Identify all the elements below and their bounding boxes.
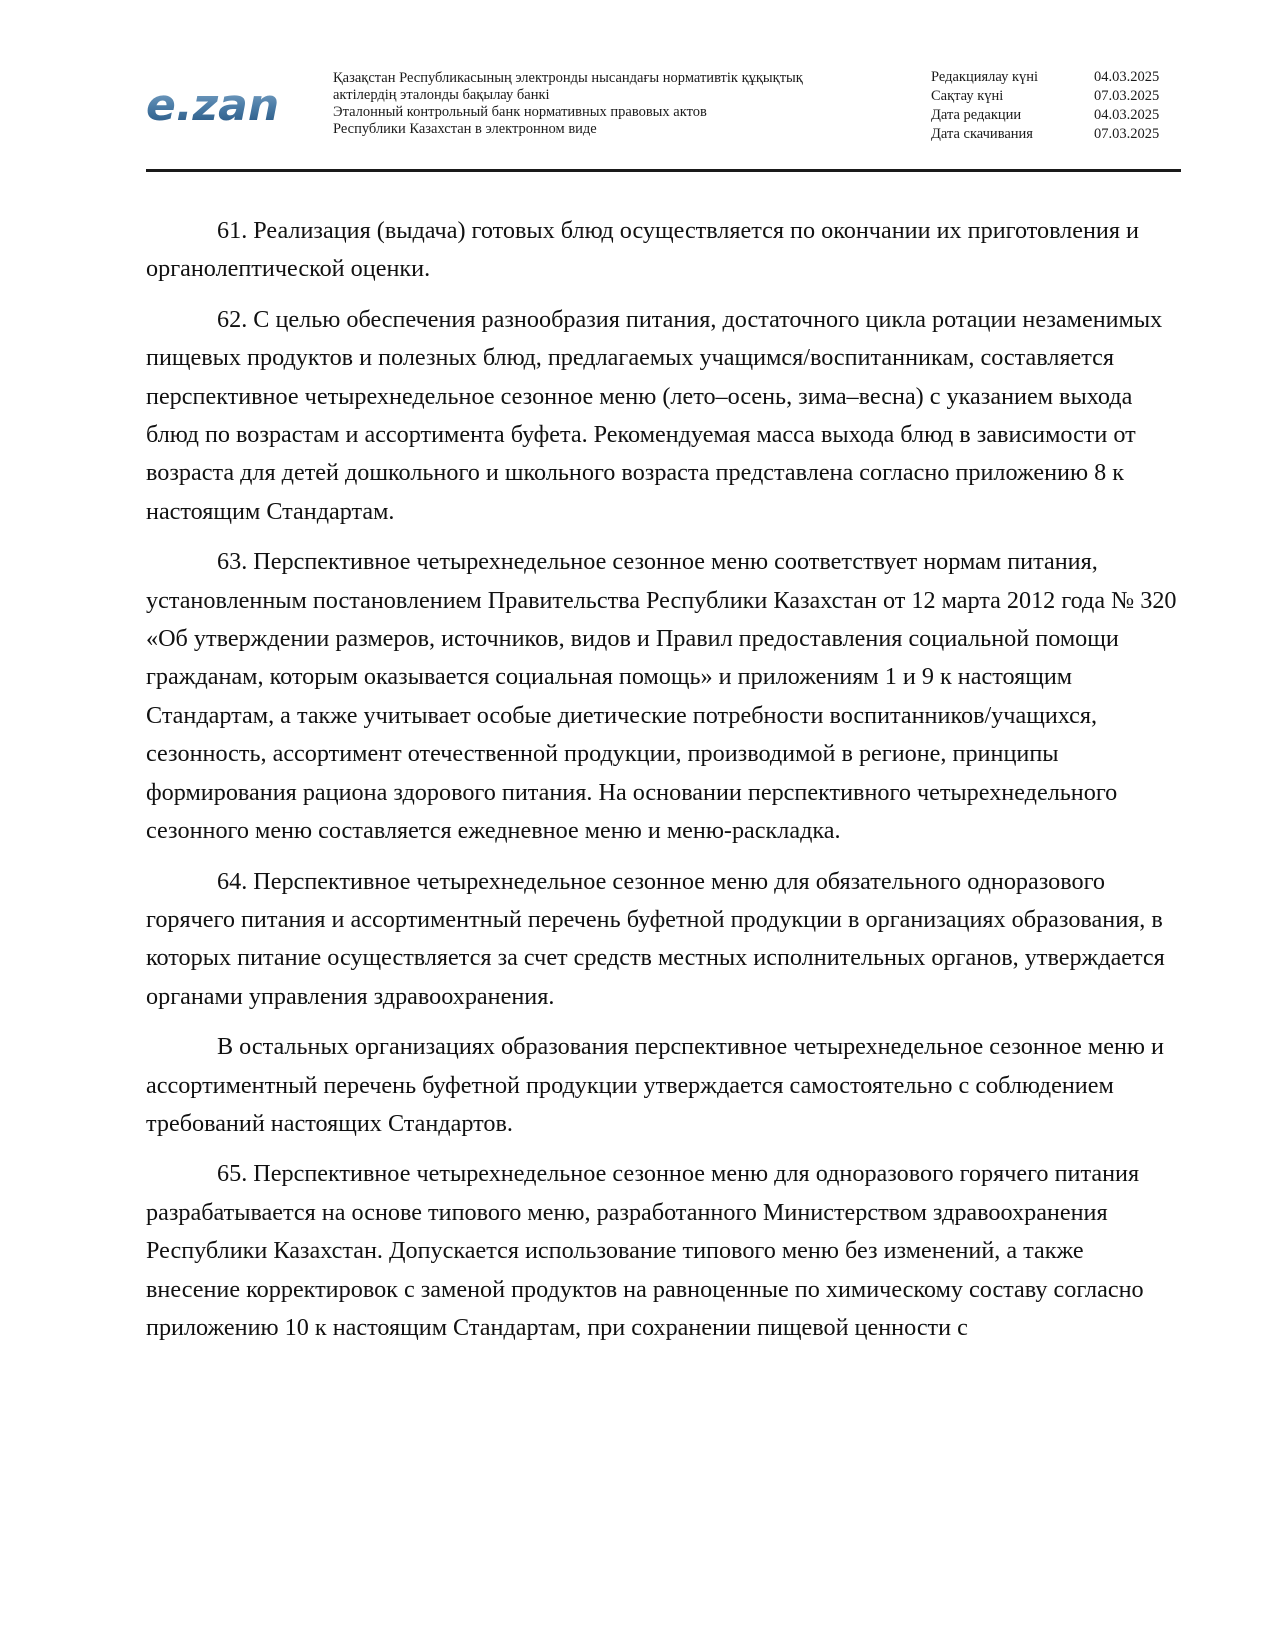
source-line: Эталонный контрольный банк нормативных правовых актов: [333, 104, 707, 120]
meta-label: Дата редакции: [931, 107, 1022, 123]
ezan-logo: [146, 74, 296, 134]
meta-label: Сақтау күні: [931, 88, 1004, 104]
meta-label: Дата скачивания: [931, 126, 1033, 142]
paragraph-64: 64. Перспективное четырехнедельное сезонное меню для обязательного одноразового горячего питания и ассортиментный перечень буфетной продукции в организациях образования, в которых питание осуществляется за счет средств местных исполнительных органов, утверждается органами управления здравоохранения.: [146, 867, 1165, 1010]
meta-value: 04.03.2025: [1094, 69, 1160, 85]
meta-row-save-date-kz: [931, 87, 1181, 106]
document-dates: [931, 68, 1181, 144]
document-header: [146, 62, 1181, 168]
meta-label: Редакциялау күні: [931, 69, 1039, 85]
header-divider: [146, 169, 1181, 172]
meta-value: 07.03.2025: [1094, 126, 1160, 142]
paragraph-65: 65. Перспективное четырехнедельное сезонное меню для одноразового горячего питания разрабатывается на основе типового меню, разработанного Министерством здравоохранения Республики Казахстан. Допускается использование типового меню без изменений, а также внесение корректировок с заменой продуктов на равноценные по химическому составу согласно приложению 10 к настоящим Стандартам, при сохранении пищевой ценности с: [146, 1160, 1144, 1341]
document-body: [146, 212, 1181, 1359]
paragraph-61: 61. Реализация (выдача) готовых блюд осуществляется по окончании их приготовления и органолептической оценки.: [146, 217, 1139, 283]
meta-value: 04.03.2025: [1094, 107, 1160, 123]
paragraph-62: 62. С целью обеспечения разнообразия питания, достаточного цикла ротации незаменимых пищевых продуктов и полезных блюд, предлагаемых учащимся/воспитанникам, составляется перспективное четырехнедельное сезонное меню (лето–осень, зима–весна) с указанием выхода блюд по возрастам и ассортимента буфета. Рекомендуемая масса выхода блюд в зависимости от возраста для детей дошкольного и школьного возраста представлена согласно приложению 8 к настоящим Стандартам.: [146, 305, 1163, 525]
source-line: Қазақстан Республикасының электронды нысандағы нормативтік құқықтық: [333, 70, 803, 86]
meta-row-edit-date-kz: [931, 68, 1181, 87]
meta-value: 07.03.2025: [1094, 88, 1160, 104]
source-line: Республики Казахстан в электронном виде: [333, 121, 597, 137]
paragraph-64-continued: В остальных организациях образования перспективное четырехнедельное сезонное меню и ассортиментный перечень буфетной продукции утверждается самостоятельно с соблюдением требований настоящих Стандартов.: [146, 1033, 1164, 1137]
source-description: [333, 70, 893, 138]
source-line: актілердің эталонды бақылау банкі: [333, 87, 550, 103]
logo-text: e.zan: [146, 80, 280, 131]
paragraph-63: 63. Перспективное четырехнедельное сезонное меню соответствует нормам питания, установленным постановлением Правительства Республики Казахстан от 12 марта 2012 года № 320 «Об утверждении размеров, источников, видов и Правил предоставления социальной помощи гражданам, которым оказывается социальная помощь» и приложениям 1 и 9 к настоящим Стандартам, а также учитывает особые диетические потребности воспитанников/учащихся, сезонность, ассортимент отечественной продукции, производимой в регионе, принципы формирования рациона здорового питания. На основании перспективного четырехнедельного сезонного меню составляется ежедневное меню и меню-раскладка.: [146, 548, 1177, 845]
meta-row-edit-date-ru: [931, 106, 1181, 125]
meta-row-download-date-ru: [931, 125, 1181, 144]
